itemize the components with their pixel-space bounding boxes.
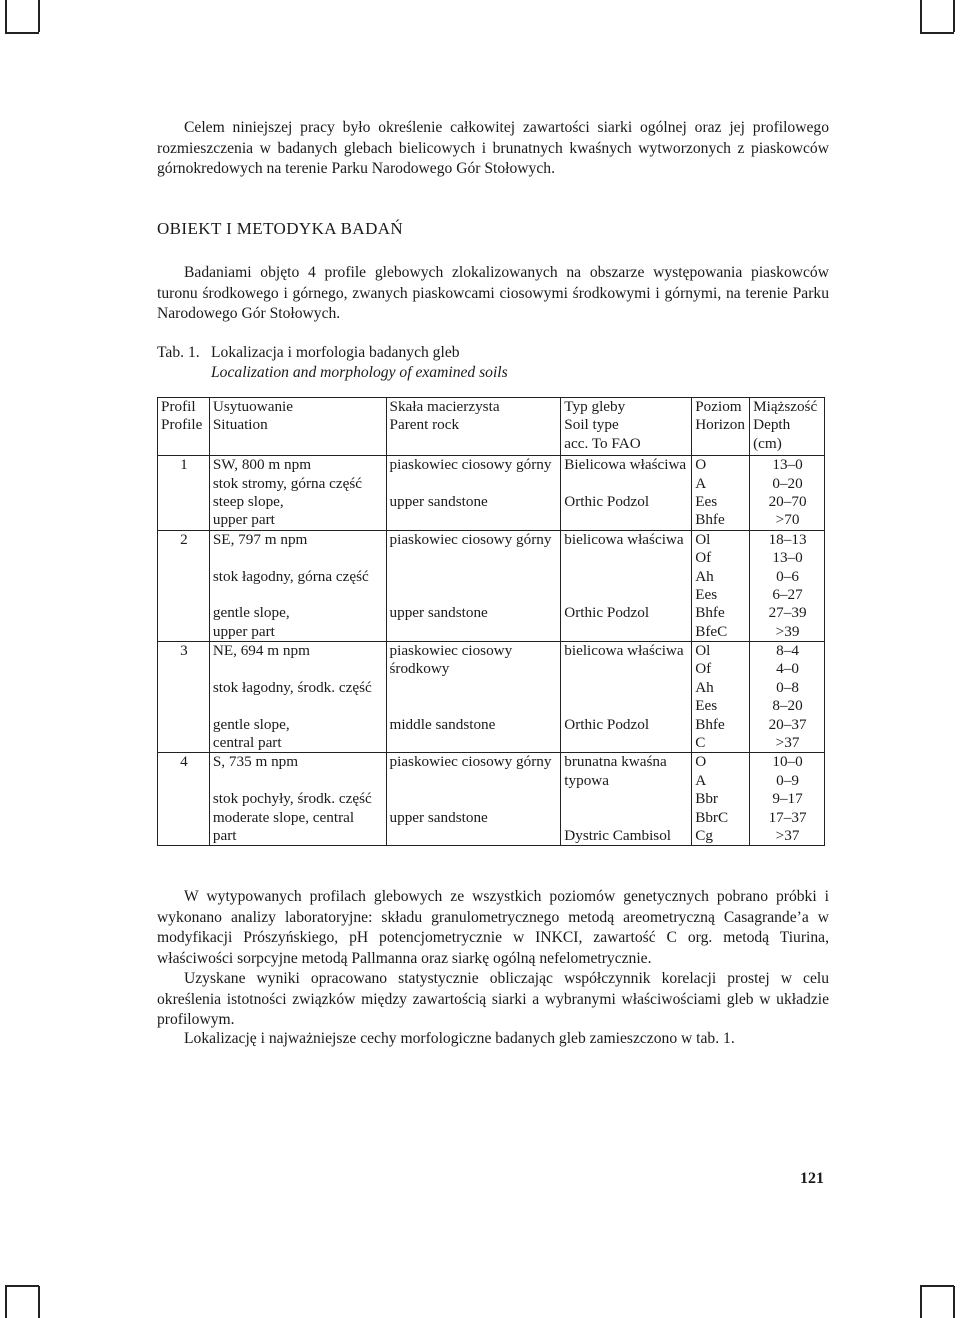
- crop-mark-top-right-h: [920, 32, 954, 34]
- crop-mark-bottom-left-h: [5, 1285, 39, 1287]
- situation-cell: [209, 753, 386, 846]
- situation-cell-line: stok pochyły, środk. część: [212, 790, 372, 808]
- situation-cell-line: [213, 660, 384, 678]
- depth-cell-line: >39: [775, 622, 800, 640]
- crop-mark-bottom-left-v2: [5, 1286, 7, 1318]
- depth-cell-line: 4–0: [776, 660, 799, 678]
- parent-rock-cell-line: piaskowiec ciosowy górny: [389, 456, 552, 474]
- crop-mark-top-left-v: [38, 0, 40, 32]
- horizon-cell-line: A: [695, 771, 707, 789]
- depth-cell-line: 0–8: [776, 678, 799, 696]
- crop-mark-top-left-v2: [5, 0, 7, 32]
- soil-type-cell-line: [564, 623, 689, 641]
- depth-cell-line: 8–20: [772, 697, 803, 715]
- table-row: [158, 753, 825, 846]
- parent-rock-cell-line: upper sandstone: [389, 492, 488, 510]
- header-parent-rock: [386, 398, 561, 456]
- soil-type-cell-line: [564, 809, 689, 827]
- horizon-cell-line: O: [695, 753, 707, 771]
- header-soil-type-line: acc. To FAO: [564, 434, 641, 452]
- table-title-en-text: Localization and morphology of examined soils: [211, 364, 508, 381]
- depth-cell-line: 13–0: [772, 549, 803, 567]
- parent-rock-cell-line: [390, 772, 559, 790]
- horizon-cell-line: BbrC: [695, 808, 729, 826]
- header-situation-line: Situation: [212, 416, 268, 434]
- horizon-cell-line: BfeC: [695, 622, 728, 640]
- header-horizon-line: Poziom: [695, 398, 742, 415]
- table-row: [158, 456, 825, 531]
- table-row: [158, 642, 825, 753]
- soil-type-cell-line: bielicowa właściwa: [564, 642, 684, 660]
- header-soil-type: [561, 398, 692, 456]
- depth-cell-line: 8–4: [776, 642, 799, 660]
- horizon-cell-line: Ah: [695, 567, 714, 585]
- parent-rock-cell-line: upper sandstone: [389, 604, 488, 622]
- soil-type-cell-line: brunatna kwaśna: [564, 753, 667, 771]
- crop-mark-bottom-right-h: [920, 1285, 954, 1287]
- horizon-cell: [692, 642, 750, 753]
- parent-rock-cell-line: [390, 511, 559, 529]
- header-parent-rock-line: Skała macierzysta: [389, 398, 500, 415]
- parent-rock-cell-line: piaskowiec ciosowy górny: [389, 530, 552, 548]
- soil-type-cell-line: [564, 790, 689, 808]
- header-parent-rock-line: Parent rock: [389, 416, 460, 434]
- horizon-cell-line: Ol: [695, 530, 711, 548]
- situation-cell-line: stok łagodny, środk. część: [212, 678, 372, 696]
- situation-cell-line: [213, 549, 384, 567]
- soil-profile-table: [157, 397, 825, 846]
- depth-cell: [750, 456, 825, 531]
- depth-cell-line: 27–39: [768, 604, 807, 622]
- depth-cell-line: 0–9: [776, 771, 799, 789]
- soil-type-cell-line: [564, 586, 689, 604]
- header-soil-type-line: Typ gleby: [564, 398, 626, 415]
- horizon-cell-line: Ees: [695, 585, 718, 603]
- soil-type-cell-line: [564, 475, 689, 493]
- horizon-cell-line: Of: [695, 660, 712, 678]
- parent-rock-cell: [386, 456, 561, 531]
- situation-cell-line: SW, 800 m npm: [212, 456, 312, 474]
- situation-cell-line: upper part: [212, 622, 275, 640]
- horizon-cell-line: Bbr: [695, 790, 718, 808]
- horizon-cell-line: Ah: [695, 678, 714, 696]
- table-header-row: [158, 398, 825, 456]
- header-depth-line: Miąższość: [753, 398, 818, 415]
- soil-type-cell-line: [564, 660, 689, 678]
- methods-paragraph-3: Uzyskane wyniki opracowano statystycznie obliczając współczynnik korelacji prostej w celu określenia istotności związków między zawartością siarki a wybranymi właściwościami gleb w układzie profilowym.: [157, 970, 829, 1029]
- situation-cell-line: NE, 694 m npm: [212, 642, 310, 660]
- crop-mark-bottom-left-v: [38, 1286, 40, 1318]
- situation-cell-line: central part: [212, 734, 282, 752]
- soil-type-cell-line: [564, 734, 689, 752]
- soil-type-cell-line: [564, 511, 689, 529]
- situation-cell-line: S, 735 m npm: [212, 753, 299, 771]
- soil-type-cell-line: [564, 549, 689, 567]
- soil-type-cell-line: Orthic Podzol: [564, 492, 650, 510]
- crop-mark-bottom-right-v: [920, 1286, 922, 1318]
- crop-mark-bottom-right-v2: [953, 1286, 955, 1318]
- parent-rock-cell-line: [390, 790, 559, 808]
- table-number: Tab. 1.: [157, 344, 200, 361]
- horizon-cell-line: Cg: [695, 826, 713, 844]
- page-number: 121: [800, 1170, 824, 1187]
- soil-type-cell-line: Bielicowa właściwa: [564, 456, 687, 474]
- depth-cell-line: 17–37: [768, 808, 807, 826]
- header-horizon: [692, 398, 750, 456]
- horizon-cell-line: O: [695, 456, 707, 474]
- soil-type-cell-line: [564, 697, 689, 715]
- crop-mark-top-right-v: [920, 0, 922, 32]
- header-depth-line: Depth: [753, 416, 791, 434]
- depth-cell-line: 20–37: [768, 715, 807, 733]
- depth-cell-line: 0–6: [776, 567, 799, 585]
- depth-cell-line: >37: [775, 734, 800, 752]
- section-heading: OBIEKT I METODYKA BADAŃ: [157, 219, 404, 238]
- situation-cell-line: [213, 697, 384, 715]
- parent-rock-cell: [386, 530, 561, 641]
- situation-cell: [209, 642, 386, 753]
- depth-cell-line: 20–70: [768, 492, 807, 510]
- depth-cell-line: 0–20: [772, 474, 803, 492]
- situation-cell-line: part: [212, 826, 237, 844]
- parent-rock-cell-line: [390, 568, 559, 586]
- header-depth-line: (cm): [753, 434, 782, 452]
- depth-cell: [750, 642, 825, 753]
- horizon-cell-line: Of: [695, 549, 712, 567]
- situation-cell: [209, 530, 386, 641]
- horizon-cell: [692, 530, 750, 641]
- parent-rock-cell: [386, 753, 561, 846]
- profile-number: 2: [158, 530, 210, 641]
- horizon-cell-line: Bhfe: [695, 604, 725, 622]
- depth-cell: [750, 753, 825, 846]
- soil-type-cell: [561, 456, 692, 531]
- profile-number: 4: [158, 753, 210, 846]
- soil-type-cell-line: [564, 679, 689, 697]
- table-title-en: [211, 363, 508, 383]
- situation-cell-line: moderate slope, central: [212, 808, 355, 826]
- situation-cell-line: steep slope,: [212, 492, 284, 510]
- header-profile: [158, 398, 210, 456]
- situation-cell: [209, 456, 386, 531]
- situation-cell-line: stok łagodny, górna część: [212, 567, 369, 585]
- situation-cell-line: upper part: [212, 511, 275, 529]
- horizon-cell-line: Bhfe: [695, 511, 725, 529]
- horizon-cell: [692, 456, 750, 531]
- parent-rock-cell-line: [390, 734, 559, 752]
- soil-type-cell-line: bielicowa właściwa: [564, 530, 684, 548]
- table-caption: [157, 343, 200, 363]
- depth-cell: [750, 530, 825, 641]
- header-depth: [750, 398, 825, 456]
- parent-rock-cell-line: [390, 827, 559, 845]
- soil-type-cell: [561, 530, 692, 641]
- profile-number: 3: [158, 642, 210, 753]
- header-soil-type-line: Soil type: [564, 416, 619, 434]
- soil-type-cell-line: Dystric Cambisol: [564, 826, 672, 844]
- depth-cell-line: >37: [775, 826, 800, 844]
- parent-rock-cell-line: [390, 586, 559, 604]
- horizon-cell-line: C: [695, 734, 706, 752]
- parent-rock-cell-line: piaskowiec ciosowy: [389, 642, 513, 660]
- parent-rock-cell: [386, 642, 561, 753]
- horizon-cell-line: A: [695, 474, 707, 492]
- depth-cell-line: 6–27: [772, 585, 803, 603]
- depth-cell-line: 18–13: [768, 530, 807, 548]
- horizon-cell-line: Bhfe: [695, 715, 725, 733]
- situation-cell-line: stok stromy, górna część: [212, 474, 363, 492]
- soil-type-cell-line: Orthic Podzol: [564, 604, 650, 622]
- horizon-cell-line: Ees: [695, 492, 718, 510]
- header-situation-line: Usytuowanie: [212, 398, 294, 415]
- horizon-cell: [692, 753, 750, 846]
- crop-mark-top-right-v2: [953, 0, 955, 32]
- methods-paragraph-4: Lokalizację i najważniejsze cechy morfologiczne badanych gleb zamieszczono w tab. 1.: [184, 1030, 735, 1047]
- profile-number: 1: [158, 456, 210, 531]
- parent-rock-cell-line: środkowy: [389, 660, 450, 678]
- parent-rock-cell-line: [390, 549, 559, 567]
- parent-rock-cell-line: piaskowiec ciosowy górny: [389, 753, 552, 771]
- crop-mark-top-left-h: [5, 32, 39, 34]
- header-profile-line: Profil: [161, 398, 196, 415]
- header-profile-line: Profile: [161, 416, 203, 434]
- soil-type-cell: [561, 753, 692, 846]
- table-title-pl: Lokalizacja i morfologia badanych gleb: [211, 344, 460, 361]
- parent-rock-cell-line: [390, 475, 559, 493]
- parent-rock-cell-line: middle sandstone: [389, 715, 496, 733]
- parent-rock-cell-line: upper sandstone: [389, 808, 488, 826]
- situation-cell-line: SE, 797 m npm: [212, 530, 308, 548]
- header-horizon-line: Horizon: [695, 416, 745, 434]
- depth-cell-line: 13–0: [772, 456, 803, 474]
- situation-cell-line: gentle slope,: [212, 715, 290, 733]
- situation-cell-line: [213, 772, 384, 790]
- depth-cell-line: 10–0: [772, 753, 803, 771]
- parent-rock-cell-line: [390, 623, 559, 641]
- soil-type-cell-line: [564, 568, 689, 586]
- methods-paragraph-1: Badaniami objęto 4 profile glebowych zlokalizowanych na obszarze występowania piaskowców turonu środkowego i górnego, zwanych piaskowcami ciosowymi środkowymi i górnymi, na terenie Parku Narodowego Gór Stołowych.: [157, 264, 829, 323]
- parent-rock-cell-line: [390, 679, 559, 697]
- soil-type-cell: [561, 642, 692, 753]
- table-row: [158, 530, 825, 641]
- intro-paragraph: Celem niniejszej pracy było określenie całkowitej zawartości siarki ogólnej oraz jej profilowego rozmieszczenia w badanych glebach bielicowych i brunatnych kwaśnych wytworzonych z piaskowców górnokredowych na terenie Parku Narodowego Gór Stołowych.: [157, 119, 829, 178]
- soil-type-cell-line: typowa: [564, 771, 609, 789]
- depth-cell-line: >70: [775, 511, 800, 529]
- parent-rock-cell-line: [390, 697, 559, 715]
- horizon-cell-line: Ees: [695, 697, 718, 715]
- soil-type-cell-line: Orthic Podzol: [564, 715, 650, 733]
- situation-cell-line: [213, 586, 384, 604]
- depth-cell-line: 9–17: [772, 790, 803, 808]
- header-situation: [209, 398, 386, 456]
- methods-paragraph-2: W wytypowanych profilach glebowych ze wszystkich poziomów genetycznych pobrano próbki i wykonano analizy laboratoryjne: składu granulometrycznego metodą areometryczną Casagrande’a w modyfikacji Prószyńskiego, pH potencjometrycznie w INKCI, zawartość C org. metodą Tiurina, właściwości sorpcyjne metodą Pallmanna oraz siarkę ogólną nefelometrycznie.: [157, 888, 829, 967]
- horizon-cell-line: Ol: [695, 642, 711, 660]
- situation-cell-line: gentle slope,: [212, 604, 290, 622]
